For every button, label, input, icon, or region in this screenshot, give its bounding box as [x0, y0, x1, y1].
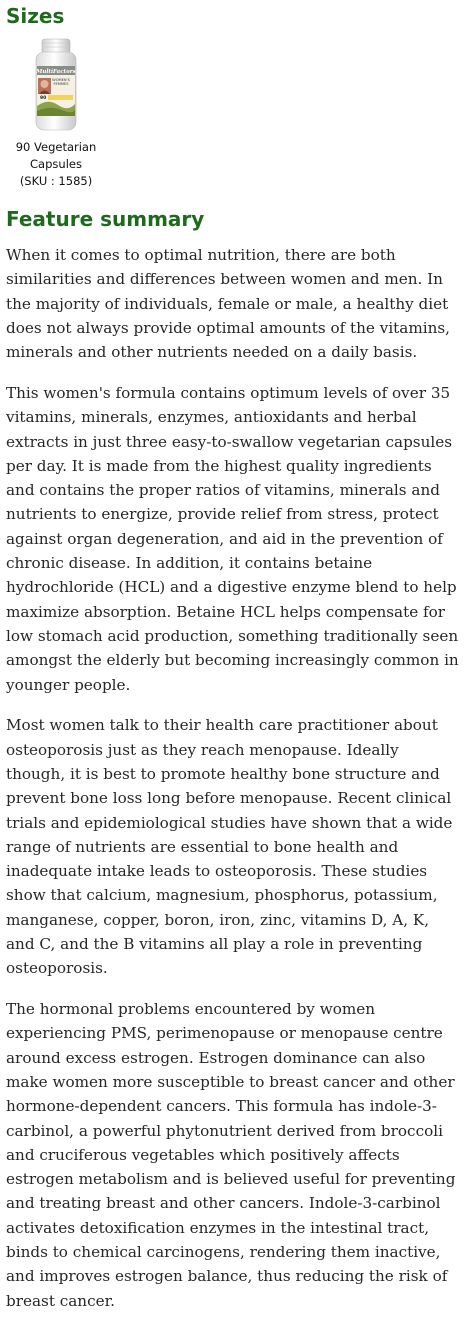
size-label-line1: 90 Vegetarian: [15, 140, 97, 154]
feature-paragraph: Most women talk to their health care practitioner about osteoporosis just as they reach menopause. Ideally though, it is best to promote healthy bone structure and prevent bone loss long before menopause. Recent clinical trials and epidemiological studies have shown that a wide range of nutrients are essential to bone health and inadequate intake leads to osteoporosis. These studies show that calcium, magnesium, phosphorus, potassium, manganese, copper, boron, iron, zinc, vitamins D, A, K, and C, and the B vitamins all play a role in preventing osteoporosis.: [6, 716, 453, 978]
bottle-count-text: 90: [40, 96, 47, 101]
feature-paragraph: This women's formula contains optimum levels of over 35 vitamins, minerals, enzymes, antioxidants and herbal extracts in just three easy-to-swallow vegetarian capsules per day. It is made from the highest quality ingredients and contains the proper ratios of vitamins, minerals and nutrients to energize, provide relief from stress, protect against organ degeneration, and aid in the prevention of chronic disease. In addition, it contains betaine hydrochloride (HCL) and a digestive enzyme blend to help maximize absorption. Betaine HCL helps compensate for low stomach acid production, something traditionally seen amongst the elderly but becoming increasingly common in younger people.: [6, 383, 459, 694]
feature-paragraph: The hormonal problems encountered by women experiencing PMS, perimenopause or menopause centre around excess estrogen. Estrogen dominance can also make women more susceptible to breast cancer and other hormone-dependent cancers. This formula has indole-3-carbinol, a powerful phytonutrient derived from broccoli and cruciferous vegetables which positively affects estrogen metabolism and is believed useful for preventing and treating breast and other cancers. Indole-3-carbinol activates detoxification enzymes in the intestinal tract, binds to chemical carcinogens, rendering them inactive, and improves estrogen balance, thus reducing the risk of breast cancer.: [6, 1000, 456, 1310]
bottle-label-line1: WOMEN'S: [52, 78, 70, 82]
supplement-bottle-icon[interactable]: [28, 36, 84, 134]
bottle-brand-text: MultiFactors: [36, 69, 76, 75]
feature-summary-heading: Feature summary: [6, 207, 205, 231]
sku-text: (SKU : 1585): [19, 174, 93, 188]
size-label: [6, 139, 106, 173]
size-option-90-capsules[interactable]: [6, 36, 106, 190]
feature-paragraph: When it comes to optimal nutrition, there are both similarities and differences between women and men. In the majority of individuals, female or male, a healthy diet does not always provide optimal amounts of the vitamins, minerals and other nutrients needed on a daily basis.: [6, 246, 451, 362]
feature-summary-content: [6, 243, 462, 1329]
sizes-heading: Sizes: [6, 4, 65, 28]
size-label-line2: Capsules: [30, 157, 82, 171]
bottle-label-line2: FEMMES: [53, 82, 69, 86]
